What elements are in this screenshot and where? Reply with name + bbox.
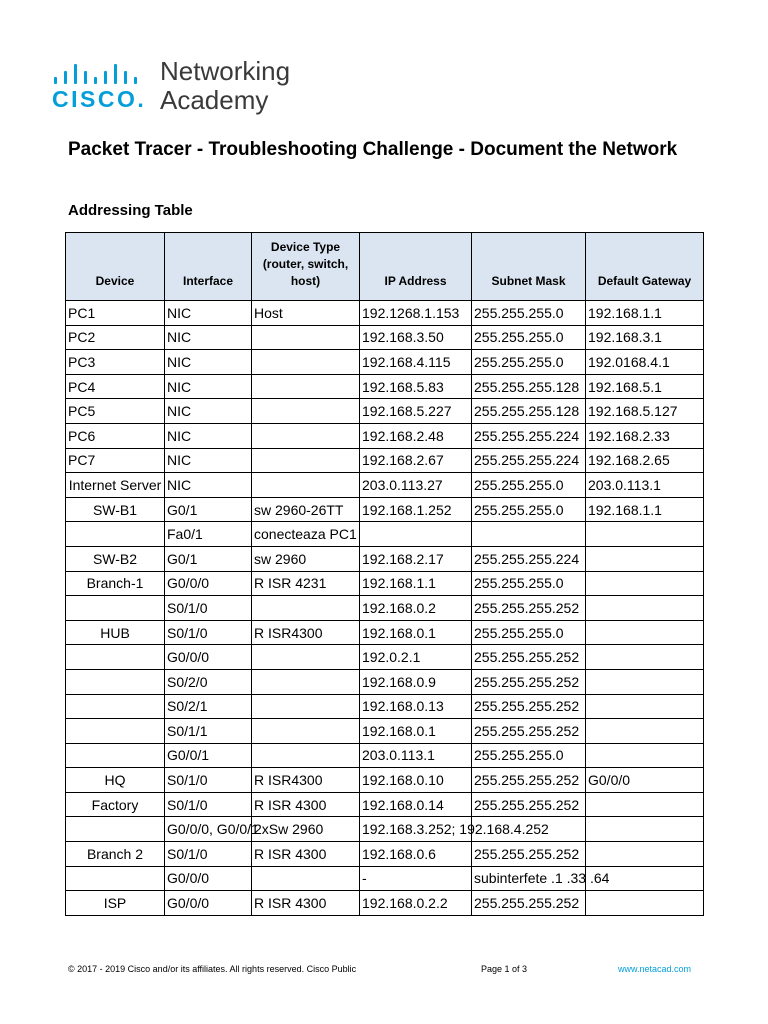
cell-device-type [252, 694, 360, 719]
cell-ip-address: 192.168.0.1 [360, 620, 472, 645]
cell-device: Branch 2 [66, 842, 165, 867]
cell-device: SW-B1 [66, 497, 165, 522]
cell-default-gateway [586, 645, 704, 670]
cell-ip-address: 203.0.113.1 [360, 743, 472, 768]
cell-subnet-mask: subinterfete .1 .33 .64 [472, 866, 586, 891]
footer-page-number: Page 1 of 3 [481, 964, 528, 974]
cell-device-type [252, 473, 360, 498]
cell-device [66, 743, 165, 768]
cell-device-type [252, 645, 360, 670]
cell-interface: G0/1 [165, 546, 252, 571]
cell-device: Branch-1 [66, 571, 165, 596]
cell-device [66, 596, 165, 621]
cell-device-type: sw 2960 [252, 546, 360, 571]
cell-interface: NIC [165, 473, 252, 498]
cell-subnet-mask: 255.255.255.252 [472, 891, 586, 916]
cell-default-gateway [586, 891, 704, 916]
cisco-bars-icon [52, 60, 144, 84]
cell-ip-address: 192.0.2.1 [360, 645, 472, 670]
cell-ip-address: 192.168.3.50 [360, 325, 472, 350]
cell-device: PC2 [66, 325, 165, 350]
header-default-gateway: Default Gateway [586, 233, 704, 301]
cell-default-gateway: 192.168.2.33 [586, 423, 704, 448]
cell-device-type [252, 448, 360, 473]
cell-device-type [252, 374, 360, 399]
table-row [66, 497, 704, 522]
cell-interface: NIC [165, 350, 252, 375]
cell-device [66, 866, 165, 891]
header-device-type: Device Type (router, switch, host) [252, 233, 360, 301]
cell-device-type: conecteaza PC1 [252, 522, 360, 547]
cell-device-type: sw 2960-26TT [252, 497, 360, 522]
cell-subnet-mask: 255.255.255.0 [472, 743, 586, 768]
cell-subnet-mask: 255.255.255.252 [472, 719, 586, 744]
cell-subnet-mask: 255.255.255.0 [472, 497, 586, 522]
table-row [66, 546, 704, 571]
table-row [66, 792, 704, 817]
cell-interface: S0/2/0 [165, 669, 252, 694]
cell-default-gateway [586, 522, 704, 547]
cell-default-gateway [586, 719, 704, 744]
cell-device: PC3 [66, 350, 165, 375]
cell-subnet-mask: 255.255.255.252 [472, 768, 586, 793]
cell-device: PC7 [66, 448, 165, 473]
cell-default-gateway: 192.168.3.1 [586, 325, 704, 350]
table-row [66, 596, 704, 621]
cell-device-type [252, 669, 360, 694]
table-row [66, 645, 704, 670]
cell-device [66, 522, 165, 547]
cell-device-type: R ISR 4300 [252, 891, 360, 916]
cell-ip-address: 192.168.0.13 [360, 694, 472, 719]
cell-device-type [252, 325, 360, 350]
cell-ip-address: 192.168.0.1 [360, 719, 472, 744]
cell-default-gateway [586, 817, 704, 842]
cell-subnet-mask [472, 522, 586, 547]
cell-device-type [252, 423, 360, 448]
cell-device: SW-B2 [66, 546, 165, 571]
footer-link[interactable]: www.netacad.com [618, 964, 692, 974]
table-header-row [66, 233, 704, 301]
table-row [66, 817, 704, 842]
table-row [66, 473, 704, 498]
document-title: Packet Tracer - Troubleshooting Challenge - Document the Network [68, 139, 678, 160]
cell-default-gateway [586, 571, 704, 596]
cell-subnet-mask: 255.255.255.252 [472, 596, 586, 621]
cell-ip-address: 192.168.2.48 [360, 423, 472, 448]
cell-ip-address: - [360, 866, 472, 891]
cell-ip-address: 192.168.0.2.2 [360, 891, 472, 916]
cell-subnet-mask: 255.255.255.252 [472, 694, 586, 719]
cell-ip-address: 192.168.3.252; 192.168.4.252 [360, 817, 472, 842]
cell-device: HQ [66, 768, 165, 793]
cell-device-type: R ISR 4300 [252, 842, 360, 867]
cell-interface: G0/0/0, G0/0/1 [165, 817, 252, 842]
cell-interface: S0/1/0 [165, 596, 252, 621]
cell-interface: S0/1/0 [165, 620, 252, 645]
cell-device-type [252, 719, 360, 744]
cell-interface: G0/0/0 [165, 645, 252, 670]
cell-interface: Fa0/1 [165, 522, 252, 547]
table-row [66, 768, 704, 793]
cell-interface: NIC [165, 301, 252, 326]
cell-interface: S0/1/0 [165, 842, 252, 867]
cell-subnet-mask: 255.255.255.128 [472, 399, 586, 424]
cell-ip-address [360, 522, 472, 547]
cisco-wordmark: CISCO. [52, 86, 147, 112]
cell-interface: G0/0/0 [165, 571, 252, 596]
cell-default-gateway [586, 669, 704, 694]
table-row [66, 669, 704, 694]
table-row [66, 423, 704, 448]
cell-interface: G0/0/0 [165, 866, 252, 891]
cell-device-type: R ISR 4231 [252, 571, 360, 596]
cell-device-type [252, 399, 360, 424]
cell-subnet-mask: 255.255.255.0 [472, 571, 586, 596]
brand-line-academy: Academy [160, 85, 269, 115]
cell-subnet-mask: 255.255.255.252 [472, 645, 586, 670]
table-row [66, 301, 704, 326]
cell-device: PC5 [66, 399, 165, 424]
cell-interface: NIC [165, 325, 252, 350]
cell-subnet-mask: 255.255.255.0 [472, 350, 586, 375]
cell-ip-address: 192.168.4.115 [360, 350, 472, 375]
cell-interface: S0/2/1 [165, 694, 252, 719]
header-ip-address: IP Address [360, 233, 472, 301]
cell-device [66, 669, 165, 694]
cell-device-type: R ISR4300 [252, 768, 360, 793]
cell-ip-address: 192.168.0.6 [360, 842, 472, 867]
cell-subnet-mask: 255.255.255.128 [472, 374, 586, 399]
cell-interface: NIC [165, 374, 252, 399]
cell-default-gateway: G0/0/0 [586, 768, 704, 793]
cell-default-gateway [586, 792, 704, 817]
cell-default-gateway [586, 842, 704, 867]
cell-subnet-mask: 255.255.255.224 [472, 423, 586, 448]
cell-default-gateway: 192.0168.4.1 [586, 350, 704, 375]
cell-interface: NIC [165, 423, 252, 448]
cell-default-gateway: 192.168.5.1 [586, 374, 704, 399]
cell-device: ISP [66, 891, 165, 916]
addressing-table [65, 232, 704, 916]
cell-device: PC1 [66, 301, 165, 326]
cell-interface: G0/1 [165, 497, 252, 522]
cell-device: Factory [66, 792, 165, 817]
cell-ip-address: 192.168.5.83 [360, 374, 472, 399]
cell-ip-address: 192.168.5.227 [360, 399, 472, 424]
cell-default-gateway: 192.168.1.1 [586, 301, 704, 326]
table-row [66, 374, 704, 399]
cell-default-gateway [586, 620, 704, 645]
table-row [66, 620, 704, 645]
cell-ip-address: 192.1268.1.153 [360, 301, 472, 326]
cell-device: HUB [66, 620, 165, 645]
table-row [66, 571, 704, 596]
cell-ip-address: 192.168.2.17 [360, 546, 472, 571]
cell-subnet-mask: 255.255.255.224 [472, 546, 586, 571]
cell-device-type [252, 350, 360, 375]
cell-default-gateway: 192.168.2.65 [586, 448, 704, 473]
cisco-networking-academy-logo [52, 58, 312, 120]
cell-interface: S0/1/0 [165, 792, 252, 817]
cell-subnet-mask: 255.255.255.252 [472, 842, 586, 867]
table-row [66, 891, 704, 916]
header-subnet-mask: Subnet Mask [472, 233, 586, 301]
table-row [66, 866, 704, 891]
cell-subnet-mask: 255.255.255.0 [472, 325, 586, 350]
section-heading: Addressing Table [68, 202, 193, 219]
cell-device-type: R ISR 4300 [252, 792, 360, 817]
cell-subnet-mask: 255.255.255.0 [472, 473, 586, 498]
cell-subnet-mask: 255.255.255.252 [472, 792, 586, 817]
cell-ip-address: 192.168.1.1 [360, 571, 472, 596]
table-row [66, 448, 704, 473]
footer-copyright: © 2017 - 2019 Cisco and/or its affiliates. All rights reserved. Cisco Public [68, 964, 357, 974]
cell-device-type [252, 596, 360, 621]
cell-interface: NIC [165, 399, 252, 424]
cell-subnet-mask: 255.255.255.224 [472, 448, 586, 473]
table-row [66, 719, 704, 744]
cell-ip-address: 192.168.1.252 [360, 497, 472, 522]
cell-ip-address: 192.168.0.2 [360, 596, 472, 621]
cell-interface: S0/1/0 [165, 768, 252, 793]
cell-device [66, 719, 165, 744]
cell-default-gateway: 203.0.113.1 [586, 473, 704, 498]
cell-device: PC6 [66, 423, 165, 448]
table-row [66, 350, 704, 375]
cell-interface: S0/1/1 [165, 719, 252, 744]
cell-interface: NIC [165, 448, 252, 473]
table-row [66, 399, 704, 424]
cell-device [66, 645, 165, 670]
cell-default-gateway: 192.168.1.1 [586, 497, 704, 522]
cell-subnet-mask: 255.255.255.252 [472, 669, 586, 694]
cell-device-type: 2xSw 2960 [252, 817, 360, 842]
cell-default-gateway: 192.168.5.127 [586, 399, 704, 424]
cell-device: Internet Server [66, 473, 165, 498]
table-row [66, 743, 704, 768]
cell-default-gateway [586, 546, 704, 571]
cell-default-gateway [586, 596, 704, 621]
table-row [66, 325, 704, 350]
cell-device-type [252, 866, 360, 891]
cell-ip-address: 203.0.113.27 [360, 473, 472, 498]
brand-line-networking: Networking [160, 56, 291, 86]
cell-interface: G0/0/0 [165, 891, 252, 916]
cell-device-type: R ISR4300 [252, 620, 360, 645]
cell-ip-address: 192.168.0.10 [360, 768, 472, 793]
header-interface: Interface [165, 233, 252, 301]
cell-ip-address: 192.168.0.14 [360, 792, 472, 817]
cell-default-gateway [586, 743, 704, 768]
cell-device-type [252, 743, 360, 768]
cell-ip-address: 192.168.0.9 [360, 669, 472, 694]
cell-ip-address: 192.168.2.67 [360, 448, 472, 473]
cell-subnet-mask: 255.255.255.0 [472, 301, 586, 326]
cell-device-type: Host [252, 301, 360, 326]
cell-subnet-mask: 255.255.255.0 [472, 620, 586, 645]
cell-device: PC4 [66, 374, 165, 399]
table-row [66, 522, 704, 547]
table-row [66, 694, 704, 719]
header-device: Device [66, 233, 165, 301]
cell-interface: G0/0/1 [165, 743, 252, 768]
cell-default-gateway [586, 694, 704, 719]
cell-device [66, 694, 165, 719]
table-row [66, 842, 704, 867]
cell-device [66, 817, 165, 842]
